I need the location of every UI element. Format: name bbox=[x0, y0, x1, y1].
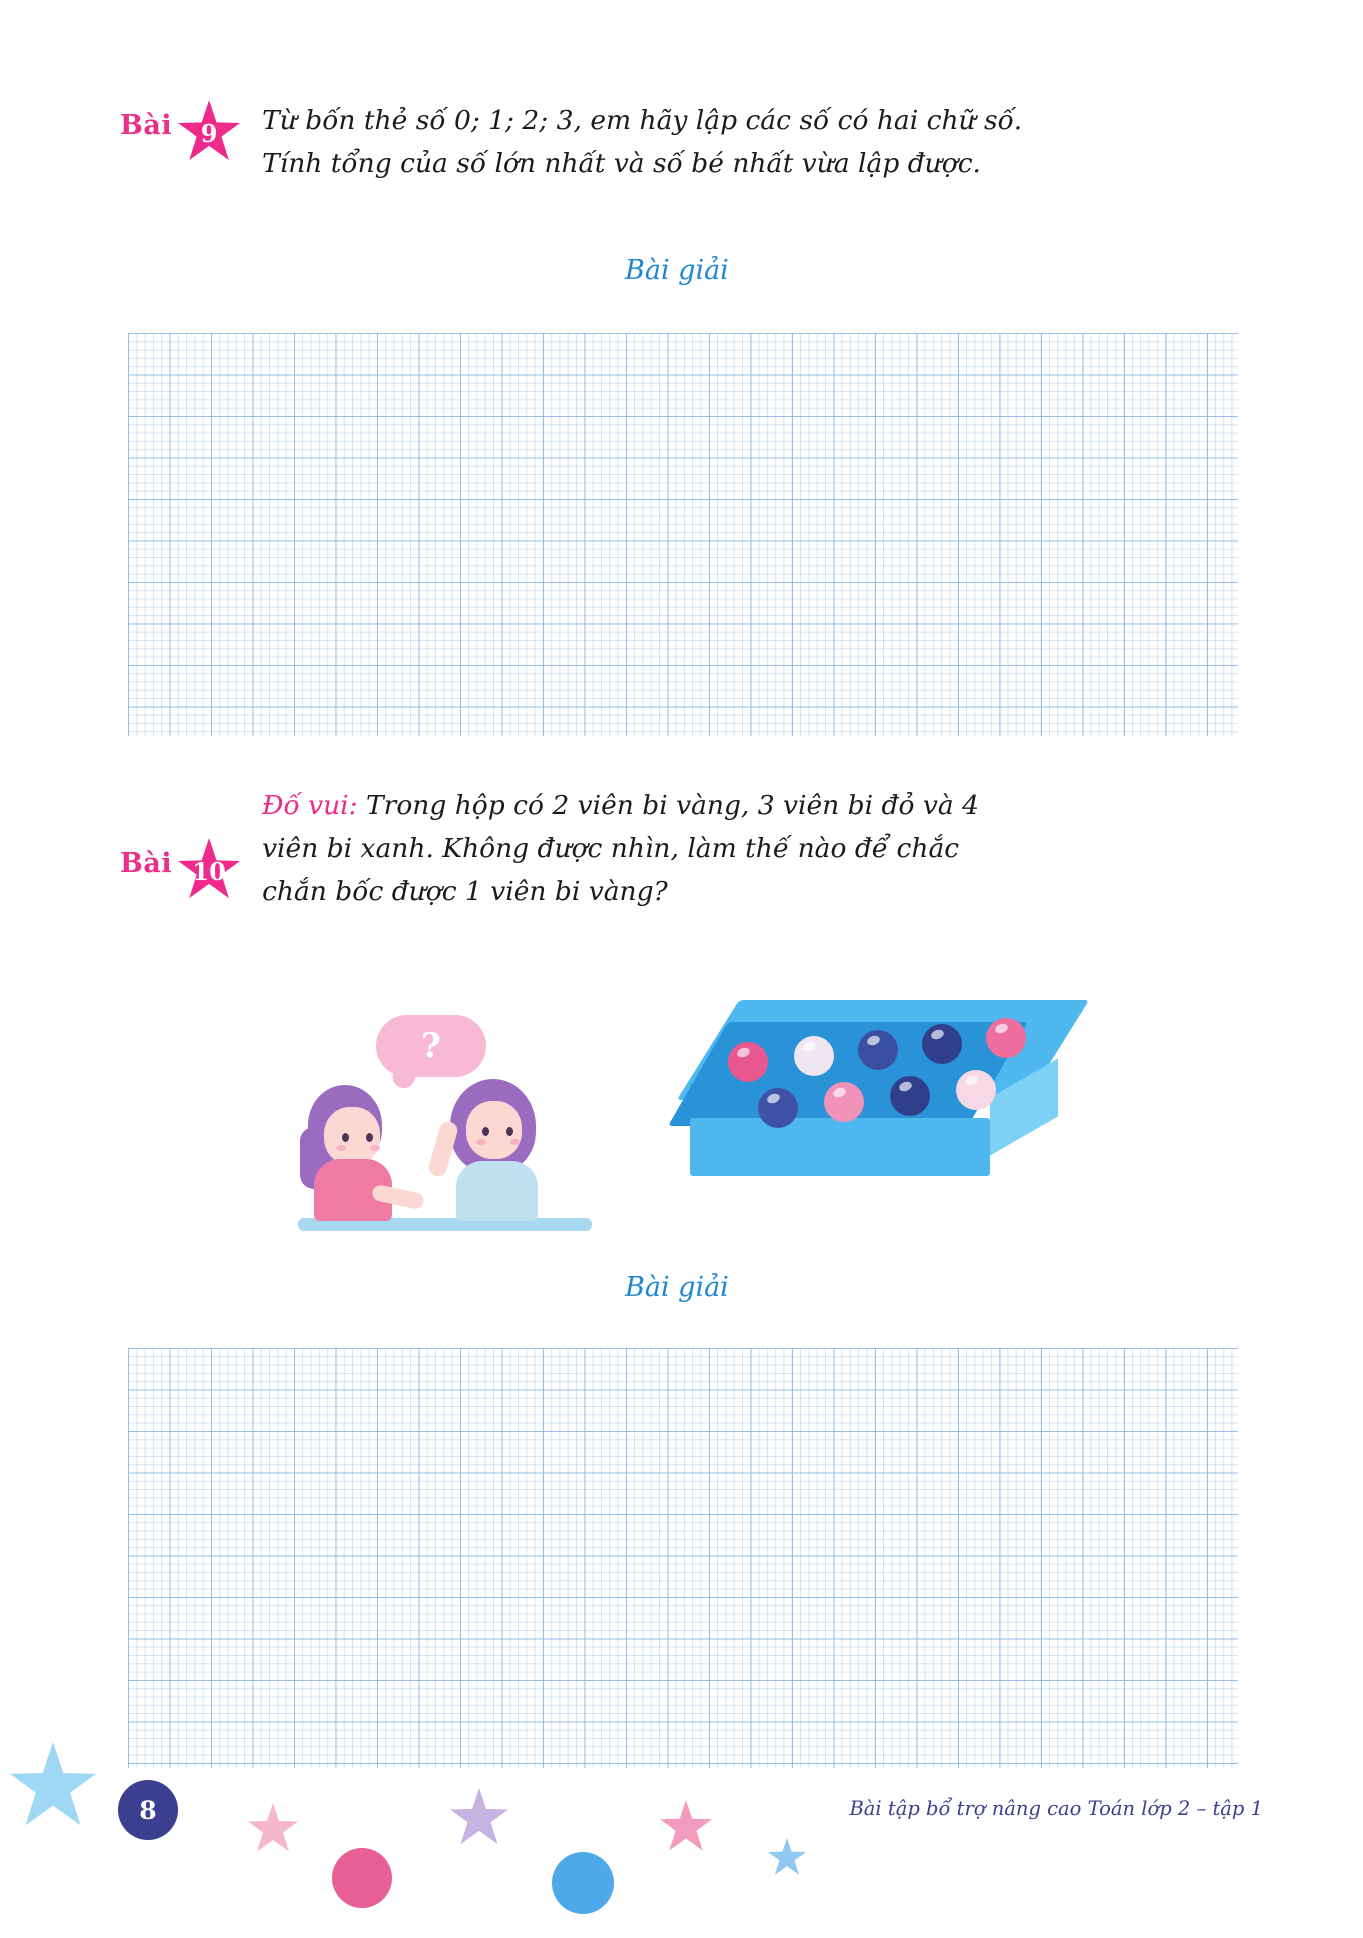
eye bbox=[482, 1127, 489, 1136]
cheek bbox=[370, 1145, 380, 1151]
exercise-10-number: 10 bbox=[192, 857, 226, 886]
question-mark-icon: ? bbox=[421, 1026, 441, 1066]
marble bbox=[922, 1024, 962, 1064]
box-front bbox=[690, 1118, 990, 1176]
exercise-9-number: 9 bbox=[200, 119, 218, 148]
girl-right bbox=[430, 1073, 580, 1225]
exercise-10-answer-grid[interactable] bbox=[128, 1348, 1238, 1768]
marble-gloss bbox=[766, 1092, 781, 1105]
eye bbox=[366, 1133, 373, 1142]
face bbox=[466, 1101, 522, 1159]
exercise-10-label: Bài bbox=[120, 848, 173, 879]
exercise-9-prompt-line2: Tính tổng của số lớn nhất và số bé nhất vừa lập được. bbox=[262, 147, 981, 179]
marble bbox=[824, 1082, 864, 1122]
exercise-10-prompt-line1 bbox=[262, 785, 979, 828]
speech-bubble bbox=[376, 1015, 486, 1077]
exercise-10-prompt bbox=[262, 785, 979, 914]
planet-pink bbox=[332, 1848, 392, 1908]
planet-blue bbox=[552, 1852, 614, 1914]
exercise-10-block bbox=[120, 785, 1240, 914]
girl-left bbox=[300, 1085, 430, 1225]
star-pink-mid bbox=[660, 1800, 712, 1852]
marble-gloss bbox=[866, 1034, 881, 1047]
marble-gloss bbox=[930, 1028, 945, 1041]
exercise-9-star-badge bbox=[178, 100, 240, 162]
marble bbox=[986, 1018, 1026, 1058]
exercise-9-prompt bbox=[262, 100, 1022, 186]
star-blue-small bbox=[768, 1838, 806, 1876]
exercise-10-prompt-prefix: Đố vui: bbox=[262, 790, 358, 821]
eye bbox=[506, 1127, 513, 1136]
star-pink-small bbox=[248, 1803, 298, 1853]
exercise-9-label: Bài bbox=[120, 110, 173, 141]
cheek bbox=[510, 1139, 520, 1145]
exercise-9-answer-grid[interactable] bbox=[128, 333, 1238, 736]
footer-caption: Bài tập bổ trợ nâng cao Toán lớp 2 – tập 1 bbox=[849, 1797, 1263, 1820]
marble-gloss bbox=[898, 1080, 913, 1093]
marble-gloss bbox=[994, 1022, 1009, 1035]
marble-box-illustration bbox=[690, 1000, 1070, 1240]
exercise-10-prompt-line1-rest: Trong hộp có 2 viên bi vàng, 3 viên bi đỏ và 4 bbox=[357, 790, 979, 821]
exercise-10-prompt-line2: viên bi xanh. Không được nhìn, làm thế nào để chắc bbox=[262, 832, 960, 864]
exercise-9-prompt-line1: Từ bốn thẻ số 0; 1; 2; 3, em hãy lập các số có hai chữ số. bbox=[262, 105, 1023, 136]
marble bbox=[794, 1036, 834, 1076]
marble-gloss bbox=[802, 1040, 817, 1053]
marble bbox=[890, 1076, 930, 1116]
marble bbox=[956, 1070, 996, 1110]
marble bbox=[758, 1088, 798, 1128]
exercise-10-solution-label: Bài giải bbox=[625, 1272, 729, 1303]
marble bbox=[858, 1030, 898, 1070]
exercise-10-prompt-line3: chắn bốc được 1 viên bi vàng? bbox=[262, 875, 668, 907]
eye bbox=[342, 1133, 349, 1142]
exercise-9-solution-label: Bài giải bbox=[625, 255, 729, 286]
marble bbox=[728, 1042, 768, 1082]
cheek bbox=[336, 1145, 346, 1151]
marble-gloss bbox=[832, 1086, 847, 1099]
star-left-pale bbox=[10, 1742, 96, 1828]
marble-gloss bbox=[736, 1046, 751, 1059]
star-purple bbox=[450, 1788, 508, 1846]
exercise-10-star-badge bbox=[178, 838, 240, 900]
cheek bbox=[476, 1139, 486, 1145]
marble-gloss bbox=[964, 1074, 979, 1087]
exercise-9-block bbox=[120, 100, 1240, 186]
two-girls-illustration bbox=[290, 1015, 600, 1235]
body bbox=[456, 1161, 538, 1221]
page-number: 8 bbox=[118, 1780, 178, 1840]
